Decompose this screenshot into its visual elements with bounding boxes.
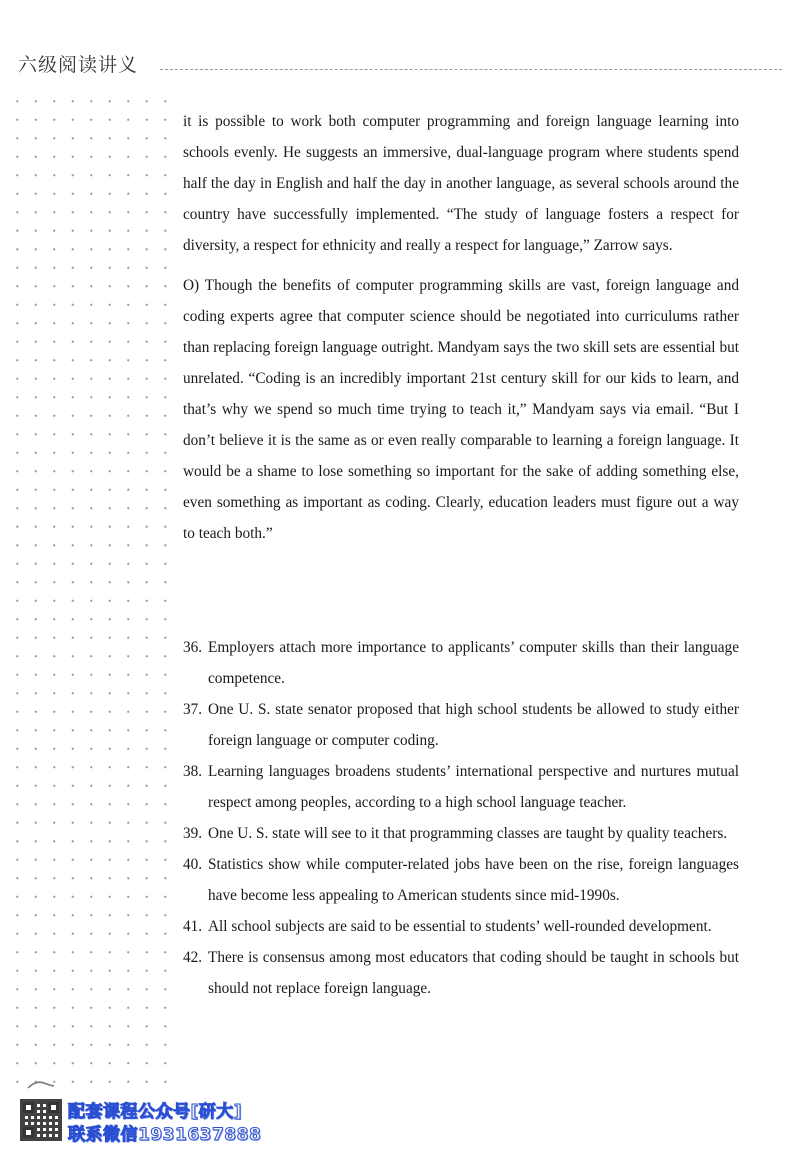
question-text: One U. S. state will see to it that programming classes are taught by quality teachers. (208, 825, 728, 842)
question-list (183, 632, 739, 1004)
question-item (183, 818, 739, 849)
watermark-line-1: 配套课程公众号[研大] (68, 1102, 243, 1122)
header-divider (160, 69, 782, 70)
question-text: Employers attach more importance to applicants’ computer skills than their language competence. (208, 639, 739, 687)
question-item (183, 756, 739, 818)
question-number: 42. (183, 949, 203, 966)
question-item (183, 911, 739, 942)
question-text: One U. S. state senator proposed that high school students be allowed to study either foreign language or computer coding. (208, 701, 739, 749)
qr-code-icon (20, 1099, 62, 1141)
dot-grid-margin (8, 92, 168, 1092)
question-text: Statistics show while computer-related jobs have been on the rise, foreign languages have become less appealing to American students since mid-1990s. (208, 856, 739, 904)
question-number: 36. (183, 639, 203, 656)
question-item (183, 632, 739, 694)
question-number: 40. (183, 856, 203, 873)
question-item (183, 942, 739, 1004)
watermark-line-2: 联系微信1931637888 (68, 1125, 262, 1145)
question-number: 38. (183, 763, 203, 780)
page-header-title: 六级阅读讲义 (18, 54, 139, 76)
pencil-scribble-icon (26, 1078, 56, 1090)
paragraph-o: O) Though the benefits of computer programming skills are vast, foreign language and coding experts agree that computer science should be negotiated into curriculums rather than replacing foreign language outright. Mandyam says the two skill sets are essential but unrelated. “Coding is an incredibly important 21st century skill for our kids to learn, and that’s why we spend so much time trying to teach it,” Mandyam says via email. “But I don’t believe it is the same as or even really comparable to learning a foreign language. It would be a shame to lose something so important for the sake of adding something else, even something as important as coding. Clearly, education leaders must figure out a way to teach both.” (183, 277, 739, 542)
question-number: 39. (183, 825, 203, 842)
question-text: All school subjects are said to be essential to students’ well-rounded development. (208, 918, 712, 935)
question-text: There is consensus among most educators that coding should be taught in schools but should not replace foreign language. (208, 949, 739, 997)
question-number: 41. (183, 918, 203, 935)
paragraph-continuation: it is possible to work both computer programming and foreign language learning into schools evenly. He suggests an immersive, dual-language program where students spend half the day in English and half the day in another language, as several schools around the country have successfully implemented. “The study of language fosters a respect for diversity, a respect for ethnicity and really a respect for language,” Zarrow says. (183, 113, 739, 254)
watermark-footer (20, 1093, 320, 1145)
question-item (183, 694, 739, 756)
question-item (183, 849, 739, 911)
passage-content (183, 106, 739, 558)
question-number: 37. (183, 701, 203, 718)
question-text: Learning languages broadens students’ international perspective and nurtures mutual respect among peoples, according to a high school language teacher. (208, 763, 739, 811)
